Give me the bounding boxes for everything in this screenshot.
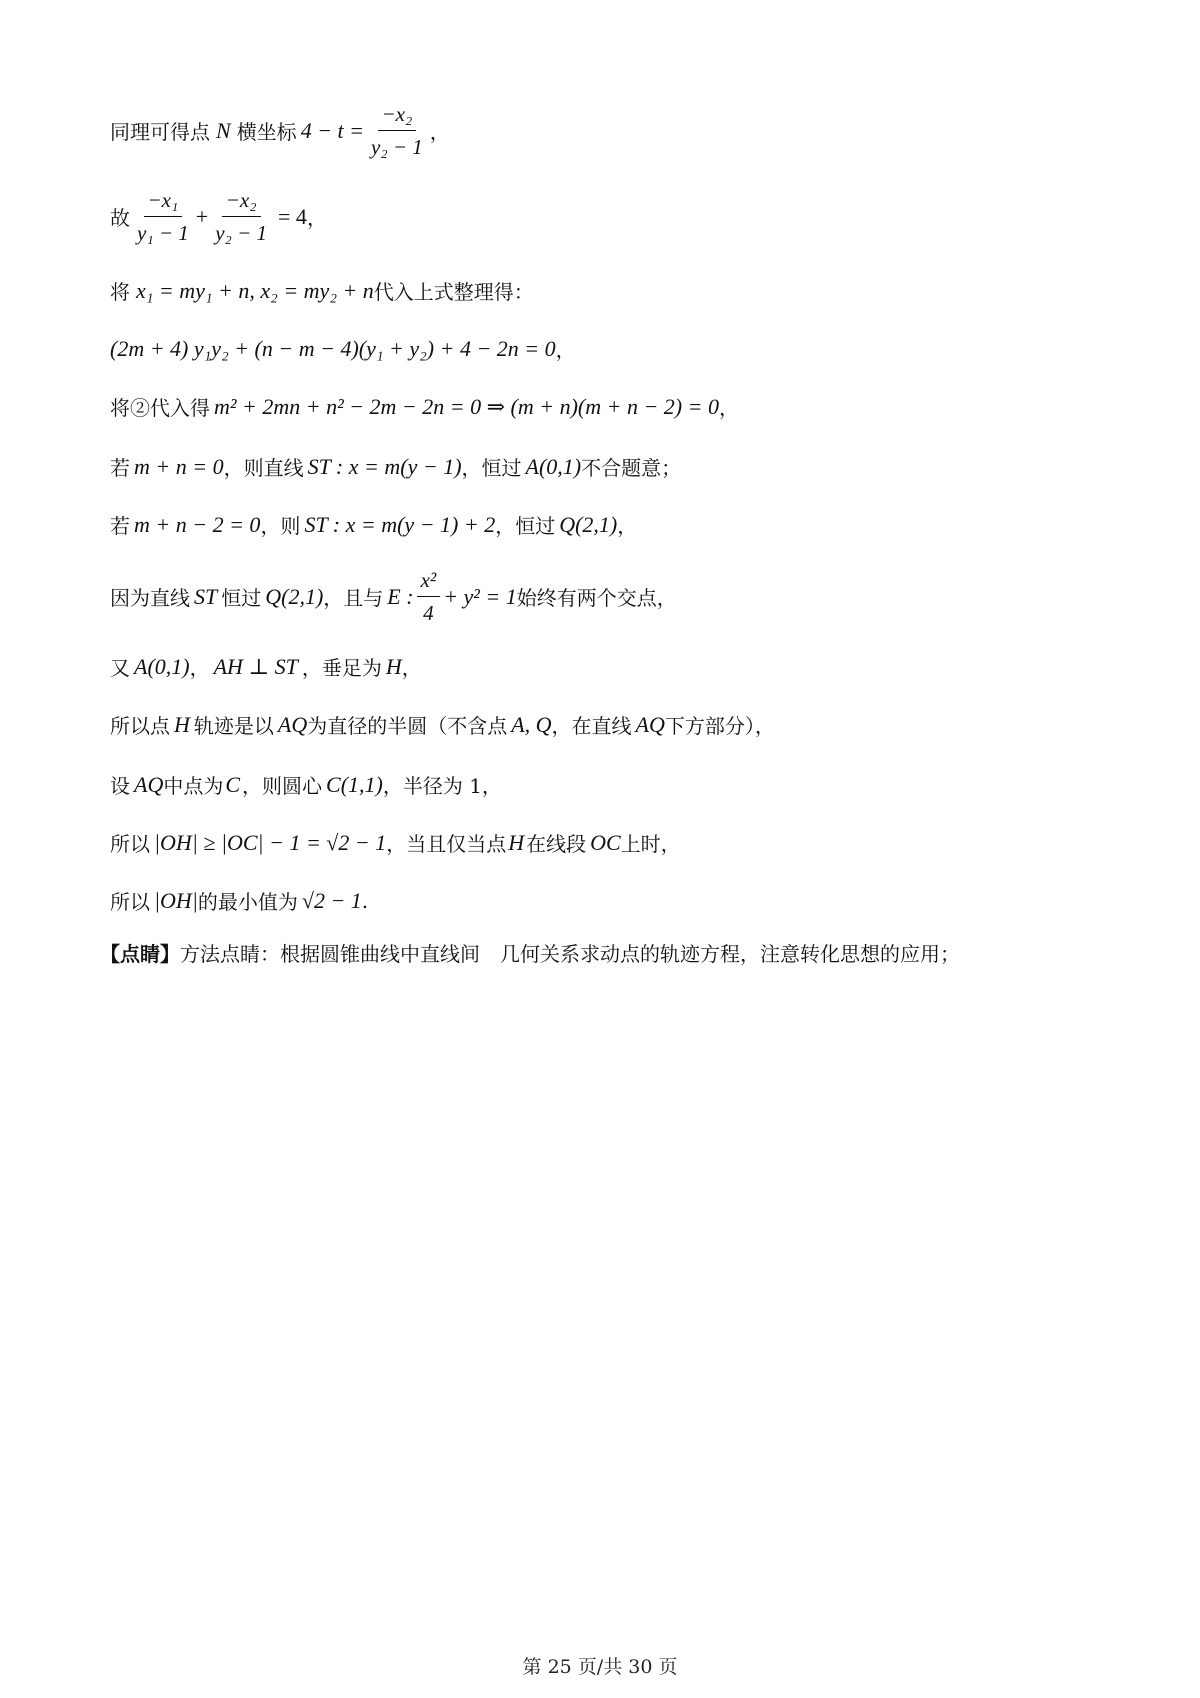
text: 若	[110, 456, 130, 480]
line-2	[110, 188, 327, 245]
math-var: H	[508, 829, 525, 855]
text: 若	[110, 514, 130, 538]
note-label: 【点睛】	[100, 942, 180, 966]
math-var: AQ	[134, 771, 164, 797]
math-expr: m² + 2mn + n² − 2m − 2n = 0 ⇒ (m + n)(m + n − 2) = 0	[214, 393, 719, 419]
line-13	[110, 886, 368, 915]
math-expr: + y² = 1	[443, 583, 517, 609]
math-expr: (2m + 4) y₁y₂ + (n − m − 4)(y₁ + y₂) + 4 − 2n = 0	[110, 335, 556, 361]
text: ，	[429, 120, 450, 145]
text: ，	[306, 206, 327, 231]
math-var: H	[385, 653, 402, 679]
text: 始终有两个交点，	[516, 586, 677, 611]
math-expr: = 4	[278, 203, 307, 229]
text: ，当且仅当点	[386, 832, 507, 856]
math-op: +	[195, 203, 209, 229]
text: ，	[555, 338, 576, 362]
math-expr: 4 − t =	[300, 117, 364, 143]
math-var: AQ	[277, 711, 308, 737]
line-1	[110, 102, 450, 159]
text: ，且与	[323, 586, 384, 611]
math-point: A(0,1)	[525, 453, 582, 479]
note-text: 方法点睛：根据圆锥曲线中直线间 几何关系求动点的轨迹方程，注意转化思想的应用；	[180, 942, 960, 966]
text: .	[361, 888, 369, 913]
line-8	[110, 568, 677, 625]
text: 所以点	[110, 714, 170, 738]
line-6	[110, 452, 681, 481]
text: 设	[110, 774, 130, 798]
math-expr: |OH| ≥ |OC| − 1 = √2 − 1	[154, 829, 387, 855]
text: ，则直线	[223, 456, 304, 480]
fraction-denominator: y₂ − 1	[371, 135, 423, 160]
fraction	[211, 188, 271, 245]
math-var: A, Q	[511, 711, 552, 737]
text: ，恒过	[495, 514, 556, 538]
text: 中点为	[163, 774, 224, 798]
fraction	[133, 188, 193, 245]
line-14-note	[100, 938, 960, 967]
text: 将	[110, 280, 130, 304]
fraction	[367, 102, 427, 159]
text: 恒过	[221, 586, 262, 611]
fraction-numerator: x²	[417, 568, 441, 597]
line-12	[110, 828, 681, 857]
text: ，	[718, 396, 739, 420]
math-expr: x₁ = my₁ + n, x₂ = my₂ + n	[136, 277, 374, 303]
math-point: Q(2,1)	[559, 511, 618, 537]
math-expr: |OH|	[154, 887, 198, 913]
text: 所以	[110, 832, 150, 856]
math-expr: ST : x = m(y − 1)	[307, 453, 462, 479]
text: 故	[110, 206, 130, 231]
fraction-numerator: −x₂	[222, 188, 261, 217]
text: 代入上式整理得：	[373, 280, 534, 304]
text: 横坐标	[236, 120, 297, 145]
text: 所以	[110, 890, 150, 914]
line-7	[110, 510, 637, 539]
page-number: 第 25 页/共 30 页	[522, 1656, 678, 1678]
math-expr: ST : x = m(y − 1) + 2	[304, 511, 496, 537]
math-var: OC	[590, 829, 621, 855]
text: ，	[617, 514, 638, 538]
text: ，垂足为	[301, 656, 382, 680]
fraction-numerator: −x₁	[144, 188, 183, 217]
text: ，	[401, 656, 422, 680]
text: 同理可得点	[110, 120, 210, 145]
text: 在线段	[526, 832, 587, 856]
math-expr: m + n = 0	[134, 453, 224, 479]
math-expr: E :	[387, 583, 414, 609]
fraction-denominator: y₂ − 1	[215, 221, 268, 246]
text: ，则圆心	[242, 774, 323, 798]
text: 因为直线	[110, 586, 190, 611]
math-point: Q(2,1)	[265, 583, 324, 609]
text: 轨迹是以	[193, 714, 274, 738]
math-var: ST	[194, 583, 218, 609]
text: 上时，	[620, 832, 681, 856]
math-expr: √2 − 1	[301, 887, 362, 913]
text: ，半径为 1，	[382, 774, 502, 798]
text: 不合题意；	[581, 456, 682, 480]
text: ，在直线	[551, 714, 632, 738]
line-3	[110, 276, 534, 305]
text: 下方部分），	[664, 714, 775, 738]
math-var: N	[216, 117, 231, 143]
math-expr: m + n − 2 = 0	[134, 511, 261, 537]
fraction-denominator: 4	[423, 601, 434, 626]
math-point: A(0,1)	[134, 653, 190, 679]
text: 为直径的半圆（不含点	[307, 714, 508, 738]
line-9	[110, 652, 422, 681]
line-10	[110, 710, 775, 739]
math-var: H	[174, 711, 190, 737]
text: ，恒过	[461, 456, 522, 480]
text: 的最小值为	[197, 890, 298, 914]
line-11	[110, 770, 502, 799]
math-point: C(1,1)	[326, 771, 383, 797]
math-var: AQ	[635, 711, 665, 737]
line-4	[110, 334, 576, 363]
fraction-numerator: −x₂	[378, 102, 417, 131]
math-expr: AH ⊥ ST	[213, 653, 298, 679]
line-5	[110, 392, 739, 421]
math-var: C	[225, 771, 241, 797]
fraction	[417, 568, 441, 625]
text: ，	[189, 656, 210, 680]
fraction-denominator: y₁ − 1	[137, 221, 189, 246]
text: 将②代入得	[110, 396, 210, 420]
text: 又	[110, 656, 130, 680]
text: ，则	[260, 514, 301, 538]
